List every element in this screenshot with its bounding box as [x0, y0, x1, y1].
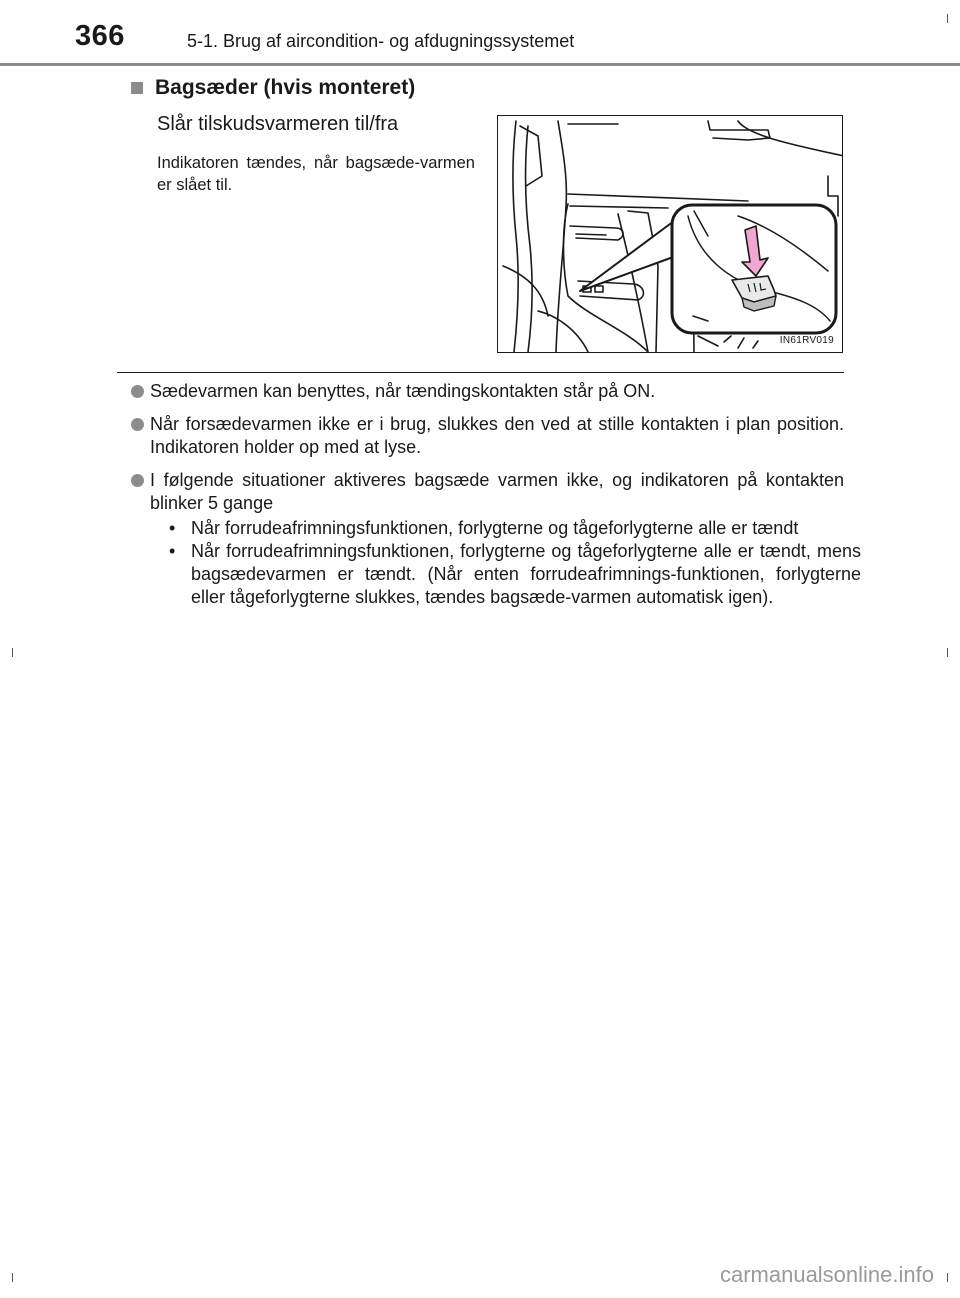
section-heading — [131, 76, 415, 100]
list-item-text: I følgende situationer aktiveres bagsæde varmen ikke, og indikatoren på kontakten blinker 5 gange — [150, 470, 844, 513]
page-header — [0, 0, 960, 66]
sub-list-item — [169, 517, 861, 540]
rear-seat-heater-switch-illustration — [498, 116, 843, 353]
sub-list-item-text: Når forrudeafrimningsfunktionen, forlygterne og tågeforlygterne alle er tændt, mens bagsædevarmen er tændt. (Når enten forrudeafrimnings-funktionen, forlygterne eller tågeforlygterne slukkes, tændes bagsæde-varmen automatisk igen). — [191, 541, 861, 607]
list-item-text: Sædevarmen kan benyttes, når tændingskontakten står på ON. — [150, 381, 656, 401]
square-bullet-icon — [131, 82, 143, 94]
sub-list-item-text: Når forrudeafrimningsfunktionen, forlygterne og tågeforlygterne alle er tændt — [191, 518, 799, 538]
sub-list-item — [169, 540, 861, 609]
crop-mark — [12, 1273, 13, 1282]
chapter-title: 5-1. Brug af aircondition- og afdugningssystemet — [187, 31, 575, 51]
figure-rear-seat-heater — [497, 115, 843, 353]
header-rule — [0, 63, 960, 66]
sub-list — [150, 517, 861, 609]
sub-bullet-marker: • — [169, 518, 176, 538]
page-number: 366 — [75, 20, 125, 52]
list-item — [131, 469, 861, 609]
section-heading-text: Bagsæder (hvis monteret) — [155, 76, 416, 99]
list-item — [131, 413, 844, 459]
watermark: carmanualsonline.info — [719, 1262, 934, 1287]
round-bullet-icon — [131, 474, 144, 487]
figure-id-label: IN61RV019 — [779, 335, 834, 346]
crop-mark — [947, 1273, 948, 1282]
round-bullet-icon — [131, 418, 144, 431]
list-item-text: Når forsædevarmen ikke er i brug, slukkes den ved at stille kontakten i plan position. Indikatoren holder op med at lyse. — [150, 414, 844, 457]
crop-mark — [947, 648, 948, 657]
instruction-title: Slår tilskudsvarmeren til/fra — [157, 113, 399, 135]
list-item — [131, 380, 844, 403]
instruction-note: Indikatoren tændes, når bagsæde-varmen er slået til. — [157, 154, 475, 194]
round-bullet-icon — [131, 385, 144, 398]
crop-mark — [12, 648, 13, 657]
crop-mark — [947, 14, 948, 23]
sub-bullet-marker: • — [169, 541, 176, 561]
notes-list — [131, 380, 861, 619]
section-divider — [117, 372, 844, 373]
